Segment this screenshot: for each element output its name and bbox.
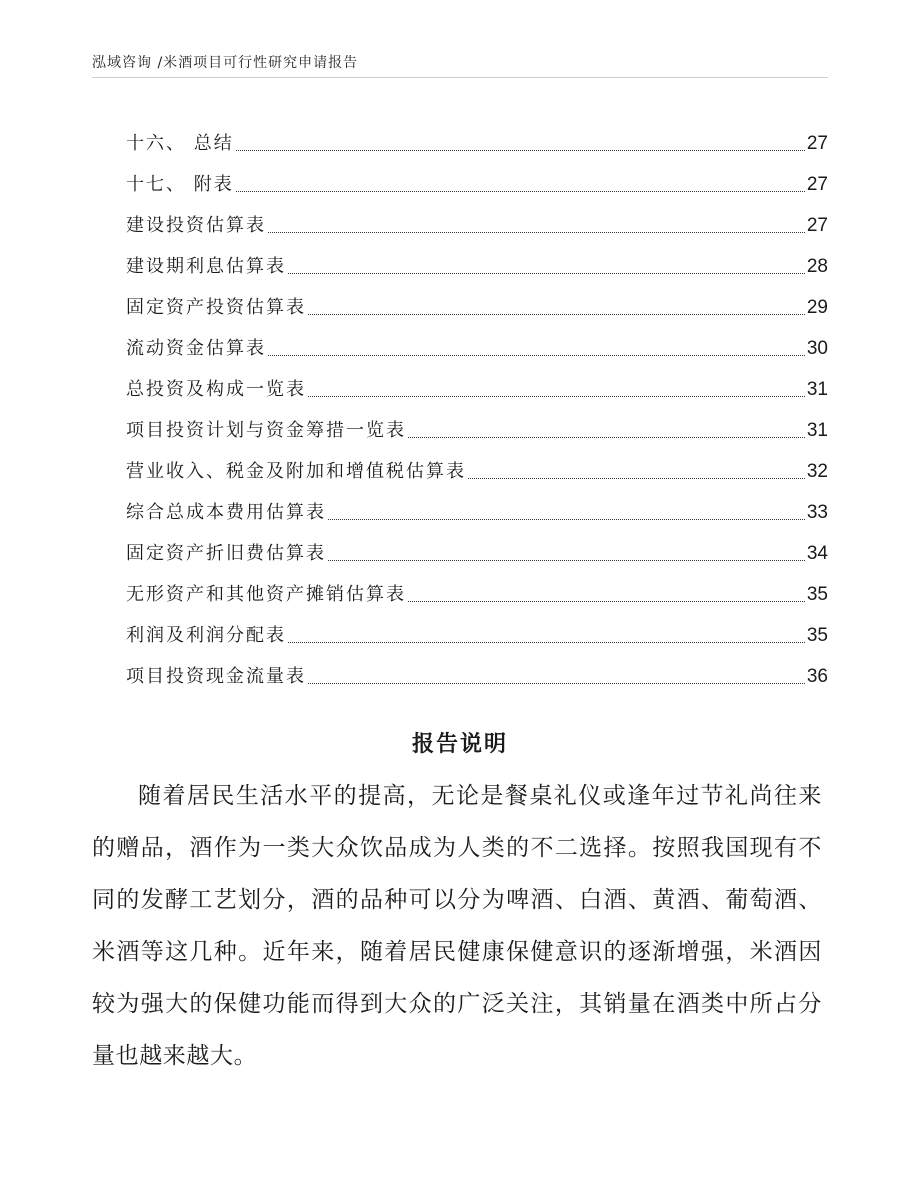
toc-entry-label: 流动资金估算表 — [126, 338, 266, 359]
toc-leader-dots — [408, 437, 805, 438]
toc-entry-fixed-asset-investment[interactable] — [126, 284, 828, 325]
toc-entry-page: 31 — [806, 379, 828, 400]
toc-entry-label: 项目投资计划与资金筹措一览表 — [126, 420, 406, 441]
section-title: 报告说明 — [411, 731, 508, 757]
toc-entry-label: 建设投资估算表 — [126, 215, 266, 236]
page-header: 泓域咨询 /米酒项目可行性研究申请报告 — [92, 55, 359, 71]
toc-entry-construction-interest[interactable] — [126, 243, 828, 284]
toc-leader-dots — [308, 396, 805, 397]
toc-entry-page: 34 — [806, 543, 828, 564]
toc-entry-label: 无形资产和其他资产摊销估算表 — [126, 584, 406, 605]
toc-entry-label: 总投资及构成一览表 — [126, 379, 306, 400]
toc-entry-label: 综合总成本费用估算表 — [126, 502, 326, 523]
toc-entry-page: 35 — [806, 625, 828, 646]
toc-entry-page: 33 — [806, 502, 828, 523]
toc-leader-dots — [308, 683, 805, 684]
toc-leader-dots — [328, 519, 805, 520]
header-divider — [92, 77, 828, 78]
toc-entry-profit-distribution[interactable] — [126, 612, 828, 653]
toc-entry-page: 35 — [806, 584, 828, 605]
toc-leader-dots — [288, 273, 805, 274]
toc-leader-dots — [308, 314, 805, 315]
toc-leader-dots — [408, 601, 805, 602]
toc-leader-dots — [268, 232, 805, 233]
toc-leader-dots — [288, 642, 805, 643]
toc-entry-page: 32 — [806, 461, 828, 482]
toc-leader-dots — [236, 191, 805, 192]
toc-entry-page: 31 — [806, 420, 828, 441]
toc-entry-revenue-tax[interactable] — [126, 448, 828, 489]
toc-entry-amortization[interactable] — [126, 571, 828, 612]
toc-entry-label: 十六、 总结 — [126, 133, 234, 154]
toc-entry-label: 利润及利润分配表 — [126, 625, 286, 646]
toc-entry-page: 36 — [806, 666, 828, 687]
toc-entry-page: 27 — [806, 174, 828, 195]
toc-entry-cash-flow[interactable] — [126, 653, 828, 694]
toc-entry-page: 28 — [806, 256, 828, 277]
toc-entry-total-investment[interactable] — [126, 366, 828, 407]
toc-leader-dots — [268, 355, 805, 356]
report-paragraph: 随着居民生活水平的提高，无论是餐桌礼仪或逢年过节礼尚往来的赠品，酒作为一类大众饮品成为人类的不二选择。按照我国现有不同的发酵工艺划分，酒的品种可以分为啤酒、白酒、黄酒、葡萄酒、米酒等这几种。近年来，随着居民健康保健意识的逐渐增强，米酒因较为强大的保健功能而得到大众的广泛关注，其销量在酒类中所占分量也越来越大。 — [92, 783, 822, 1069]
toc-entry-page: 27 — [806, 215, 828, 236]
toc-entry-label: 固定资产投资估算表 — [126, 297, 306, 318]
toc-entry-working-capital[interactable] — [126, 325, 828, 366]
table-of-contents — [126, 120, 828, 694]
toc-entry-page: 30 — [806, 338, 828, 359]
toc-leader-dots — [468, 478, 805, 479]
toc-entry-depreciation[interactable] — [126, 530, 828, 571]
toc-entry-construction-investment[interactable] — [126, 202, 828, 243]
toc-entry-page: 27 — [806, 133, 828, 154]
toc-entry-label: 固定资产折旧费估算表 — [126, 543, 326, 564]
toc-entry-appendix[interactable] — [126, 161, 828, 202]
toc-entry-page: 29 — [806, 297, 828, 318]
toc-entry-label: 营业收入、税金及附加和增值税估算表 — [126, 461, 466, 482]
toc-entry-investment-plan[interactable] — [126, 407, 828, 448]
toc-entry-total-cost[interactable] — [126, 489, 828, 530]
toc-entry-label: 建设期利息估算表 — [126, 256, 286, 277]
toc-leader-dots — [236, 150, 805, 151]
toc-leader-dots — [328, 560, 805, 561]
toc-entry-label: 项目投资现金流量表 — [126, 666, 306, 687]
toc-entry-label: 十七、 附表 — [126, 174, 234, 195]
toc-entry-summary[interactable] — [126, 120, 828, 161]
